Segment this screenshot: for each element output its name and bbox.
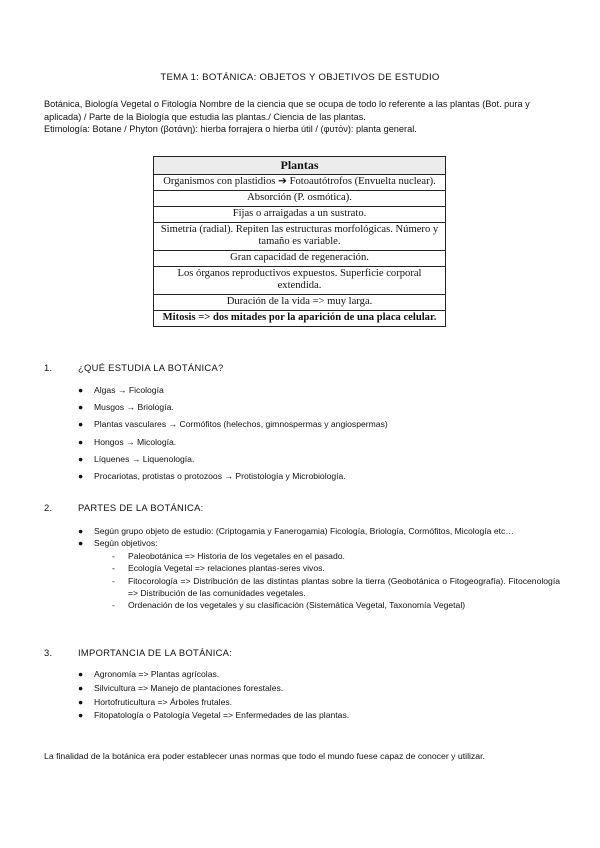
bullet-icon: ● xyxy=(78,538,84,549)
section-3-heading xyxy=(44,647,232,658)
list-item: ● Según objetivos: - Paleobotánica => Historia de los vegetales en el pasado. - Ecología Vegetal => relaciones plantas-seres vivos. - Fitocorología => Distribución de las distintas plantas sobre la tierra (Geobotánica o Fitogeografía). Fitocenología => Distribución de las comunidades vegetales. - Ordenación de los vegetales y su clasificación (Sistemática Vegetal, Taxonomía Vegetal) xyxy=(78,538,560,611)
intro-definition: Botánica, Biología Vegetal o Fitología Nombre de la ciencia que se ocupa de todo lo referente a las plantas (Bot. pura y aplicada) / Parte de la Biología que estudia las plantas./ Ciencia de las plantas. xyxy=(44,99,530,122)
list-item: ● Silvicultura => Manejo de plantaciones forestales. xyxy=(78,682,560,696)
table-header: Plantas xyxy=(154,157,446,175)
section-3-list xyxy=(78,668,560,723)
sub-list-item: - Fitocorología => Distribución de las distintas plantas sobre la tierra (Geobotánica o Fitogeografía). Fitocenología => Distribución de las comunidades vegetales. xyxy=(112,575,560,599)
section-number: 3. xyxy=(44,647,53,658)
section-number: 1. xyxy=(44,362,53,373)
intro-etymology: Etimología: Botane / Phyton (βοτάνη): hierba forrajera o hierba útil / (φυτόν): planta general. xyxy=(44,124,417,134)
list-item: ● Plantas vasculares → Cormófitos (helechos, gimnospermas y angiospermas) xyxy=(78,416,568,433)
dash-icon: - xyxy=(112,550,115,561)
dash-icon: - xyxy=(112,600,115,611)
section-title: IMPORTANCIA DE LA BOTÁNICA: xyxy=(78,647,233,658)
conclusion-text: La finalidad de la botánica era poder establecer unas normas que todo el mundo fuese capaz de conocer y utilizar. xyxy=(44,751,485,761)
section-2-list xyxy=(78,525,560,612)
table-row: Simetría (radial). Repiten las estructuras morfológicas. Número y tamaño es variable. xyxy=(154,223,446,251)
dash-icon: - xyxy=(112,575,115,586)
bullet-icon: ● xyxy=(78,453,84,464)
section-title: PARTES DE LA BOTÁNICA: xyxy=(78,502,204,513)
table-row: Mitosis => dos mitades por la aparición de una placa celular. xyxy=(154,311,446,327)
list-item: ● Agronomía => Plantas agrícolas. xyxy=(78,668,560,682)
table-row: Fijas o arraigadas a un sustrato. xyxy=(154,207,446,223)
bullet-icon: ● xyxy=(78,696,84,707)
sub-list-item: - Ordenación de los vegetales y su clasificación (Sistemática Vegetal, Taxonomía Vegetal) xyxy=(112,600,466,611)
bullet-icon: ● xyxy=(78,682,84,693)
section-2-heading xyxy=(44,502,204,513)
section-number: 2. xyxy=(44,502,53,513)
plantas-table xyxy=(153,156,446,327)
list-item: ● Fitopatología o Patología Vegetal => Enfermedades de las plantas. xyxy=(78,709,560,723)
sub-list-item: - Ecología Vegetal => relaciones plantas-seres vivos. xyxy=(112,563,325,574)
table-row: Organismos con plastidios ➔ Fotoautótrofos (Envuelta nuclear). xyxy=(154,175,446,191)
section-1-heading xyxy=(44,362,224,373)
list-item: ● Hortofruticultura => Árboles frutales. xyxy=(78,696,560,710)
list-item: ● Procariotas, protistas o protozoos → Protistología y Microbiología. xyxy=(78,468,568,485)
table-row: Duración de la vida => muy larga. xyxy=(154,295,446,311)
bullet-icon: ● xyxy=(78,436,84,447)
table-row: Absorción (P. osmótica). xyxy=(154,191,446,207)
bullet-icon: ● xyxy=(78,402,84,413)
bullet-icon: ● xyxy=(78,526,84,536)
table-row: Gran capacidad de regeneración. xyxy=(154,251,446,267)
list-item: ● Hongos → Micología. xyxy=(78,434,568,451)
sub-list-item: - Paleobotánica => Historia de los vegetales en el pasado. xyxy=(112,550,345,561)
intro-block xyxy=(44,98,564,136)
section-1-list xyxy=(78,382,568,485)
bullet-icon: ● xyxy=(78,419,84,430)
dash-icon: - xyxy=(112,563,115,574)
bullet-icon: ● xyxy=(78,669,84,679)
sub-list xyxy=(94,550,560,612)
bullet-icon: ● xyxy=(78,385,84,395)
list-item: ● Según grupo objeto de estudio: (Criptogamia y Fanerogamia) Ficología, Briología, Cormófitos, Micología etc… xyxy=(78,526,514,536)
list-item: ● Musgos → Briología. xyxy=(78,399,568,416)
list-item: ● Líquenes → Liquenología. xyxy=(78,451,568,468)
bullet-icon: ● xyxy=(78,471,84,482)
list-item: ● Algas → Ficología xyxy=(78,382,568,399)
document-title: TEMA 1: BOTÁNICA: OBJETOS Y OBJETIVOS DE ESTUDIO xyxy=(160,72,440,83)
bullet-icon: ● xyxy=(78,710,84,721)
section-title: ¿QUÉ ESTUDIA LA BOTÁNICA? xyxy=(78,362,224,373)
table-row: Los órganos reproductivos expuestos. Superficie corporal extendida. xyxy=(154,267,446,295)
